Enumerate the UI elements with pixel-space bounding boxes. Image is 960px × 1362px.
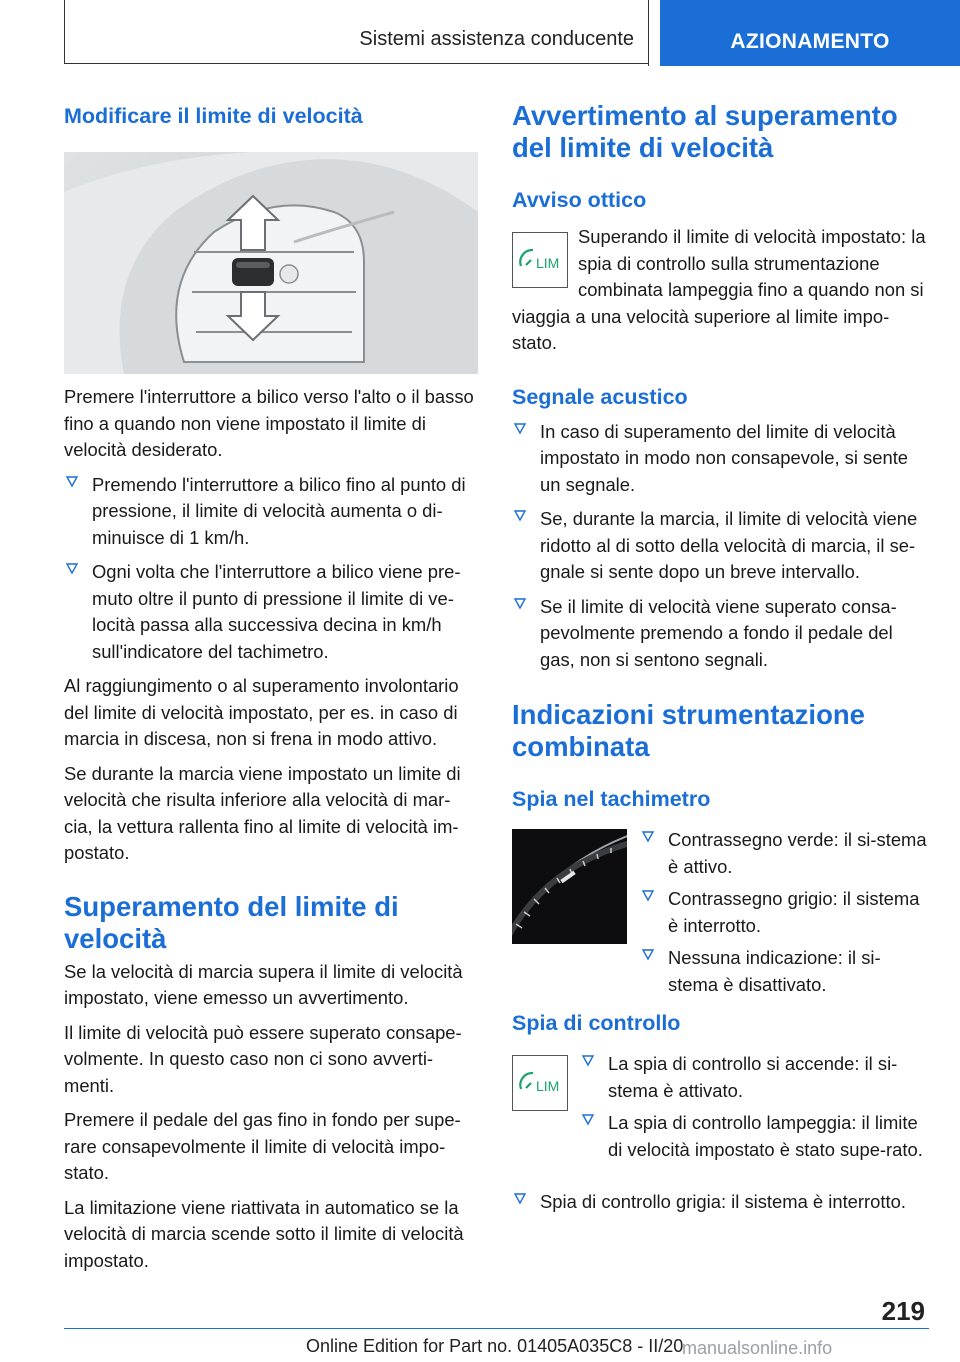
triangle-bullet-icon	[65, 475, 79, 489]
tachometer-photo	[512, 829, 627, 944]
list-item-text: Nessuna indicazione: il si-stema è disattivato.	[668, 947, 881, 995]
left-column	[64, 96, 478, 1274]
optical-warning-block	[512, 224, 928, 357]
steering-switch-photo	[64, 152, 478, 374]
lim-speed-limit-icon	[512, 232, 568, 288]
paragraph: Se la velocità di marcia supera il limite di velocità impostato, viene emesso un avvertimento.	[64, 960, 463, 1008]
list-item-text: Spia di controllo grigia: il sistema è interrotto.	[540, 1191, 906, 1212]
header-divider	[648, 0, 649, 66]
tacho-list	[640, 827, 928, 998]
tacho-block	[512, 827, 928, 995]
list-item	[512, 419, 928, 499]
heading-modify-limit: Modificare il limite di velocità	[64, 104, 363, 128]
list-item	[580, 1110, 928, 1163]
list-item-text: Premendo l'interruttore a bilico fino al punto di pressione, il limite di velocità aumenta o di-minuisce di 1 km/h.	[92, 473, 466, 548]
list-item	[512, 506, 928, 586]
heading-instrument-display: Indicazioni strumentazione combinata	[512, 699, 865, 762]
list-item	[640, 945, 928, 998]
list-item-text: Se il limite di velocità viene superato consa-pevolmente premendo a fondo il pedale del gas, non si sentono segnali.	[540, 595, 897, 670]
list-item	[640, 827, 928, 880]
paragraph: Superando il limite di velocità impostato: la spia di controllo sulla strumentazione combinata lampeggia fino a quando non si viaggia a una velocità superiore al limite impo-stato.	[512, 226, 926, 353]
paragraph: La limitazione viene riattivata in automatico se la velocità di marcia scende sotto il limite di velocità impostato.	[64, 1196, 464, 1271]
watermark: manualsonline.info	[682, 1338, 833, 1358]
steering-switch-illustration	[64, 152, 478, 374]
control-light-block	[512, 1051, 928, 1179]
heading-limit-warning: Avvertimento al superamento del limite di velocità	[512, 100, 898, 163]
paragraph: Al raggiungimento o al superamento involontario del limite di velocità impostato, per es. in caso di marcia in discesa, non si frena in modo attivo.	[64, 675, 459, 749]
list-item-text: In caso di superamento del limite di velocità impostato in modo non consapevole, si sente un segnale.	[540, 420, 909, 495]
list-item	[512, 1189, 928, 1216]
list-item	[64, 559, 478, 665]
triangle-bullet-icon	[581, 1054, 595, 1068]
paragraph: Il limite di velocità può essere superato consape-volmente. In questo caso non ci sono avverti-menti.	[64, 1021, 462, 1096]
paragraph: Premere il pedale del gas fino in fondo per supe-rare consapevolmente il limite di velocità impo-stato.	[64, 1109, 461, 1183]
triangle-bullet-icon	[581, 1113, 595, 1127]
triangle-bullet-icon	[641, 948, 655, 962]
list-item-text: Se, durante la marcia, il limite di velocità viene ridotto al di sotto della velocità di marcia, il se-gnale si sente dopo un breve intervallo.	[540, 508, 918, 582]
footer-rule	[64, 1328, 929, 1329]
section-title: Sistemi assistenza conducente	[359, 28, 634, 50]
list-item-text: Ogni volta che l'interruttore a bilico viene pre-muto oltre il punto di pressione il limite di ve-locità passa alla successiva decina in km/h sull'indicatore del tachimetro.	[92, 561, 461, 662]
list-item-text: La spia di controllo si accende: il si-stema è attivato.	[608, 1053, 898, 1101]
triangle-bullet-icon	[513, 1192, 527, 1206]
list-item	[64, 472, 478, 552]
list-item-text: La spia di controllo lampeggia: il limite di velocità impostato è stato supe-rato.	[608, 1112, 923, 1160]
list-item-text: Contrassegno verde: il si-stema è attivo.	[668, 829, 927, 877]
triangle-bullet-icon	[513, 509, 527, 523]
triangle-bullet-icon	[641, 889, 655, 903]
edition-info: Online Edition for Part no. 01405A035C8 - II/20	[306, 1336, 684, 1356]
list-item	[640, 886, 928, 939]
heading-control-light: Spia di controllo	[512, 1011, 681, 1035]
list-item	[512, 594, 928, 674]
lim-indicator-icon	[512, 232, 568, 293]
heading-acoustic-signal: Segnale acustico	[512, 384, 688, 409]
triangle-bullet-icon	[513, 422, 527, 436]
triangle-bullet-icon	[641, 830, 655, 844]
tachometer-illustration	[512, 829, 627, 944]
triangle-bullet-icon	[513, 597, 527, 611]
lim-speed-limit-icon	[512, 1055, 568, 1111]
page-number: 219	[881, 1296, 925, 1326]
right-column	[512, 96, 928, 1216]
svg-text:LIM: LIM	[536, 255, 560, 271]
chapter-tab[interactable]: AZIONAMENTO	[660, 0, 960, 66]
triangle-bullet-icon	[65, 562, 79, 576]
svg-text:LIM: LIM	[536, 1078, 560, 1094]
lim-indicator-icon	[512, 1055, 568, 1116]
list-item	[580, 1051, 928, 1104]
paragraph: Se durante la marcia viene impostato un limite di velocità che risulta inferiore alla velocità di mar-cia, la vettura rallenta fino al limite di velocità im-postato.	[64, 762, 461, 863]
control-light-list	[580, 1051, 928, 1163]
heading-exceed-limit: Superamento del limite di velocità	[64, 890, 399, 954]
list-item-text: Contrassegno grigio: il sistema è interrotto.	[668, 888, 920, 936]
heading-optical-warning: Avviso ottico	[512, 188, 647, 212]
page-header	[0, 0, 960, 66]
paragraph: Premere l'interruttore a bilico verso l'alto o il basso fino a quando non viene impostato il limite di velocità desiderato.	[64, 386, 474, 460]
heading-tacho-indicator: Spia nel tachimetro	[512, 787, 711, 811]
